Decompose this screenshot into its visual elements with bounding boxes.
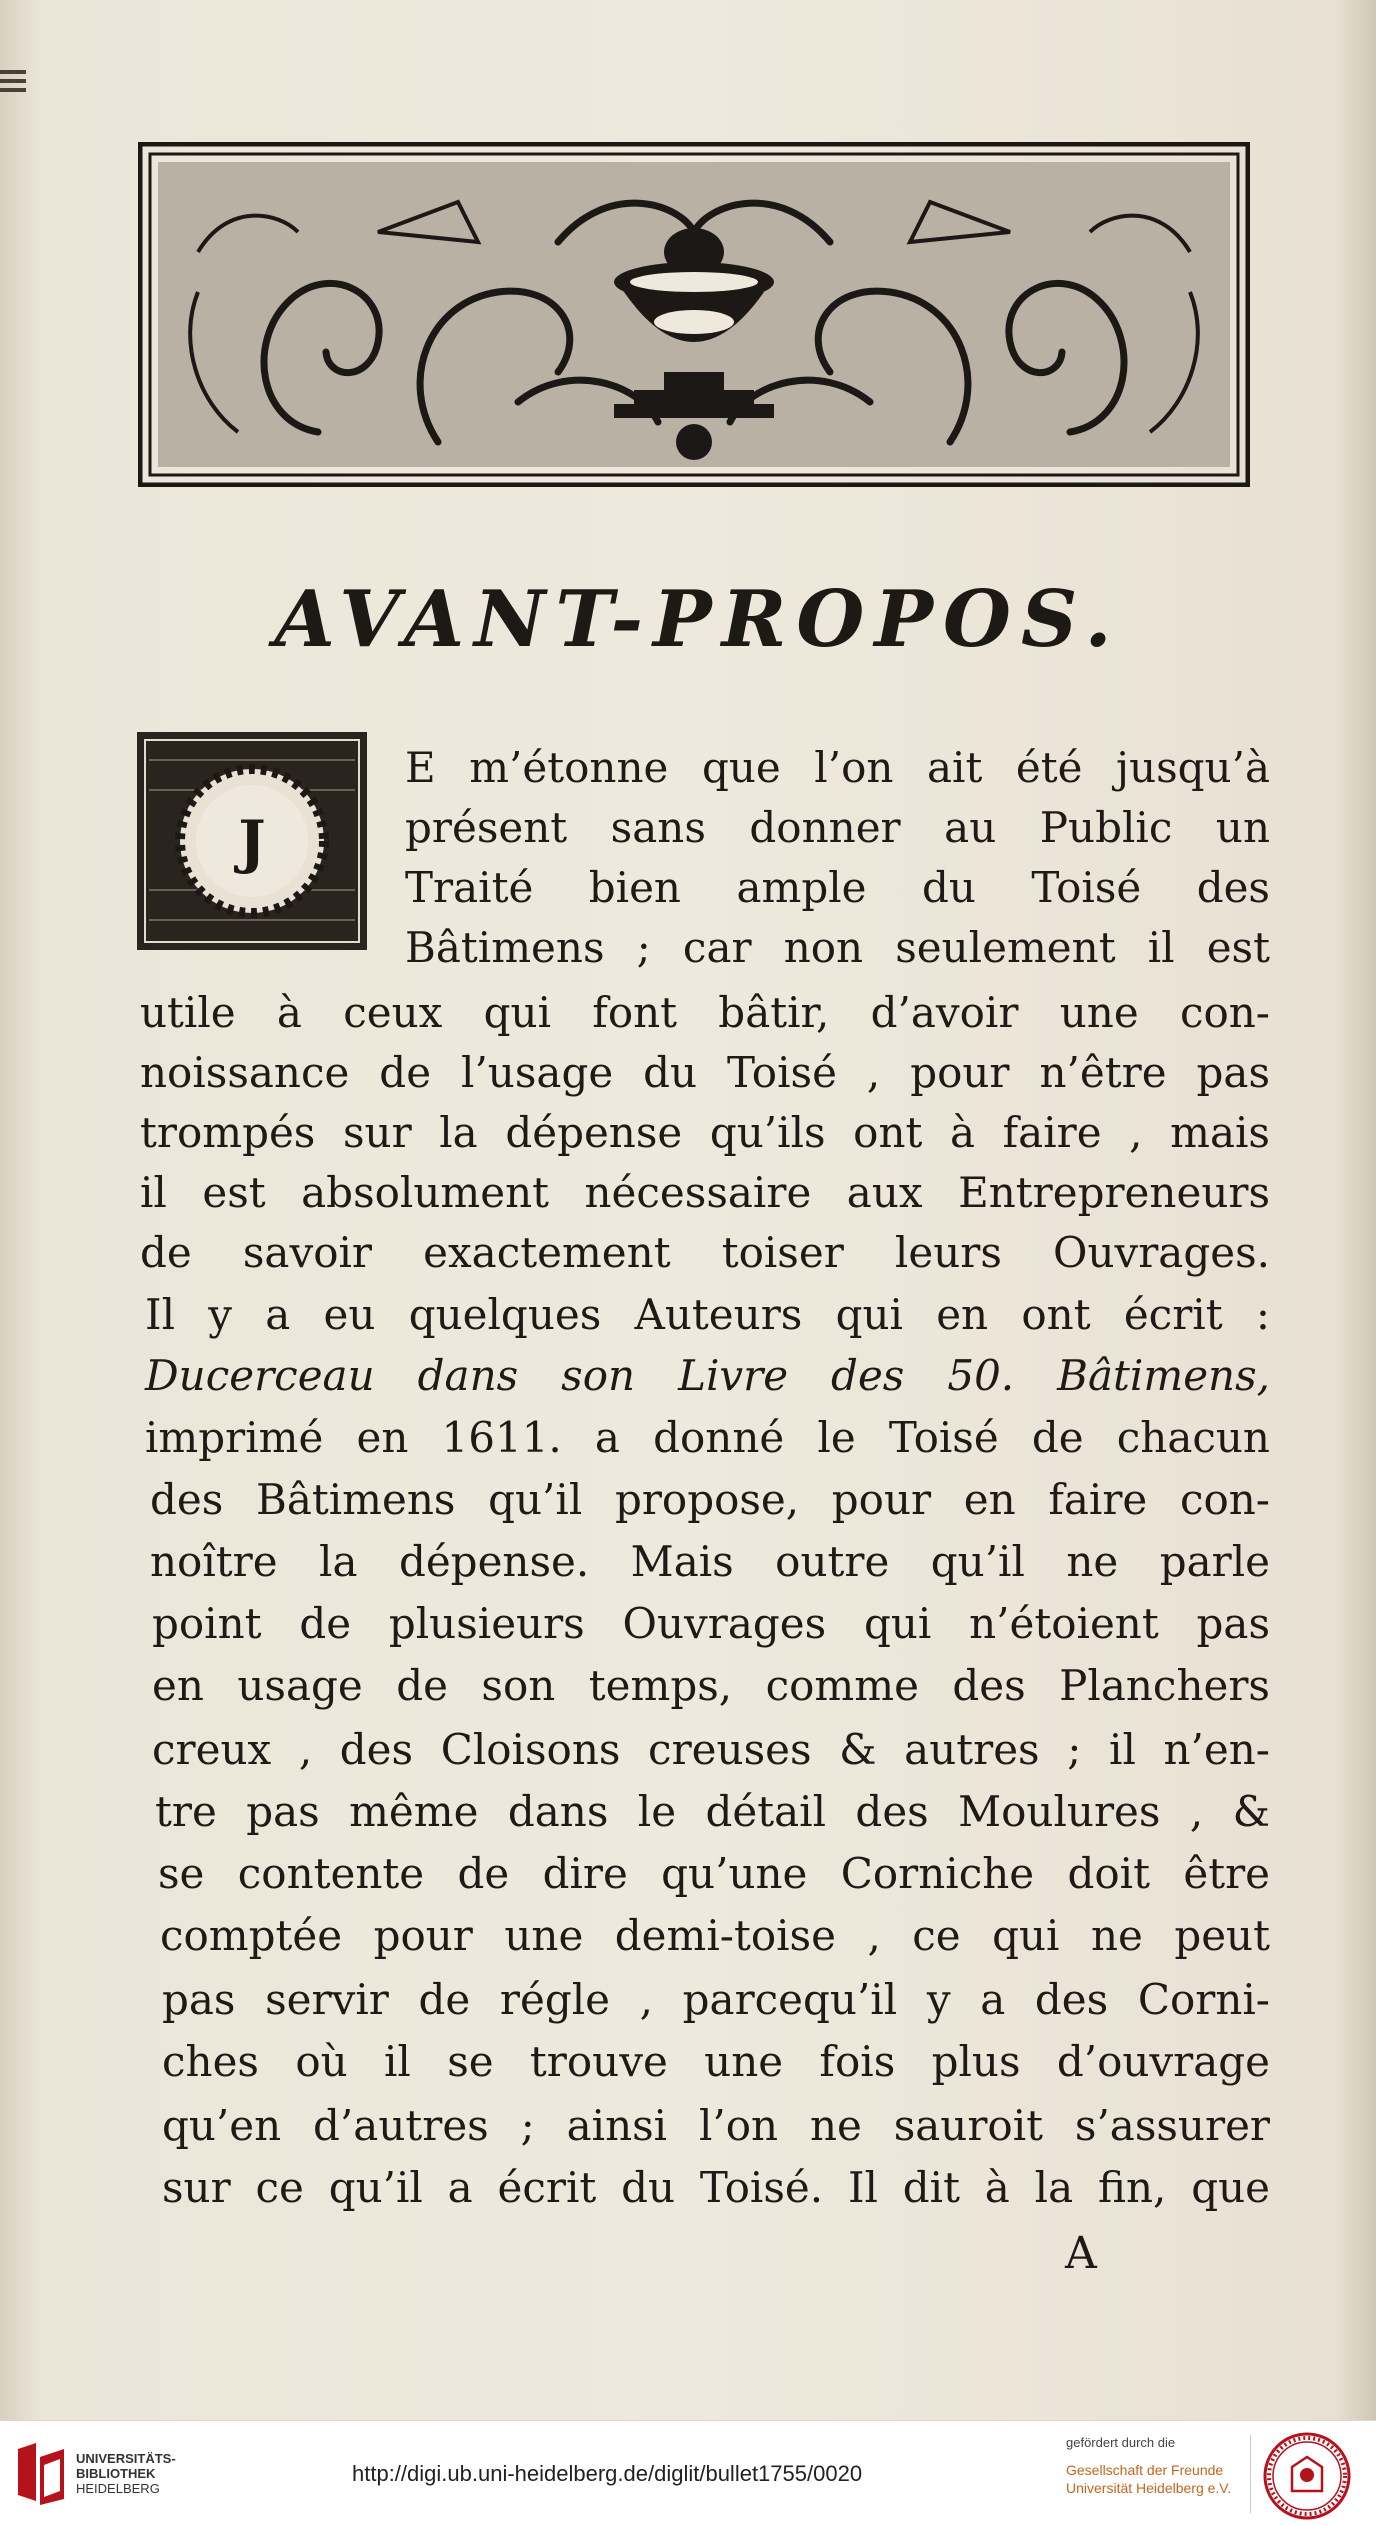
text-line: utile à ceux qui font bâtir, d’avoir une con- — [140, 988, 1270, 1037]
text-line: Ducerceau dans son Livre des 50. Bâtimens, — [145, 1351, 1270, 1400]
sponsor-name-line: Universität Heidelberg e.V. — [1066, 2480, 1232, 2496]
drop-cap-letter: J — [238, 808, 266, 876]
library-name-line: HEIDELBERG — [76, 2481, 160, 2496]
text-line: noissance de l’usage du Toisé , pour n’être pas — [140, 1048, 1270, 1097]
text-line: imprimé en 1611. a donné le Toisé de chacun — [145, 1413, 1270, 1462]
text-line: comptée pour une demi-toise , ce qui ne peut — [160, 1911, 1270, 1960]
viewer-footer — [0, 2420, 1376, 2525]
text-line: présent sans donner au Public un — [405, 803, 1270, 852]
text-line: ches où il se trouve une fois plus d’ouvrage — [162, 2037, 1270, 2086]
library-name-line: UNIVERSITÄTS- — [76, 2451, 176, 2466]
text-line: Il y a eu quelques Auteurs qui en ont écrit : — [145, 1290, 1270, 1339]
text-line: noître la dépense. Mais outre qu’il ne parle — [150, 1537, 1270, 1586]
text-line: creux , des Cloisons creuses & autres ; il n’en- — [152, 1725, 1270, 1774]
sponsor-name-line: Gesellschaft der Freunde — [1066, 2462, 1224, 2478]
signature-mark: A — [1065, 2228, 1097, 2279]
library-name-line: BIBLIOTHEK — [76, 2466, 156, 2481]
text-line: pas servir de régle , parcequ’il y a des Corni- — [162, 1975, 1270, 2024]
text-line: tre pas même dans le détail des Moulures , & — [155, 1787, 1270, 1836]
text-line: E m’étonne que l’on ait été jusqu’à — [405, 743, 1270, 792]
funded-by-label: gefördert durch die — [1066, 2435, 1176, 2450]
text-line: trompés sur la dépense qu’ils ont à faire , mais — [140, 1108, 1270, 1157]
text-line: en usage de son temps, comme des Planchers — [152, 1661, 1270, 1710]
permalink-url[interactable]: http://digi.ub.uni-heidelberg.de/diglit/bullet1755/0020 — [352, 2461, 863, 2486]
chapter-title: AVANT-PROPOS. — [274, 574, 1122, 665]
text-line: de savoir exactement toiser leurs Ouvrages. — [140, 1228, 1270, 1277]
library-name — [76, 2451, 176, 2496]
university-seal-icon[interactable] — [1262, 2431, 1352, 2521]
text-line: Traité bien ample du Toisé des — [405, 863, 1270, 912]
text-line: point de plusieurs Ouvrages qui n’étoient pas — [152, 1599, 1270, 1648]
text-line: se contente de dire qu’une Corniche doit être — [158, 1849, 1270, 1898]
text-line: qu’en d’autres ; ainsi l’on ne sauroit s’assurer — [162, 2101, 1270, 2150]
text-line: sur ce qu’il a écrit du Toisé. Il dit à la fin, que — [162, 2163, 1270, 2212]
text-line: des Bâtimens qu’il propose, pour en faire con- — [150, 1475, 1270, 1524]
text-line: Bâtimens ; car non seulement il est — [405, 923, 1270, 972]
footer-divider — [1250, 2435, 1251, 2513]
text-line: il est absolument nécessaire aux Entrepreneurs — [140, 1168, 1270, 1217]
university-library-logo-icon[interactable] — [14, 2439, 70, 2509]
sponsor-name[interactable] — [1066, 2461, 1231, 2497]
